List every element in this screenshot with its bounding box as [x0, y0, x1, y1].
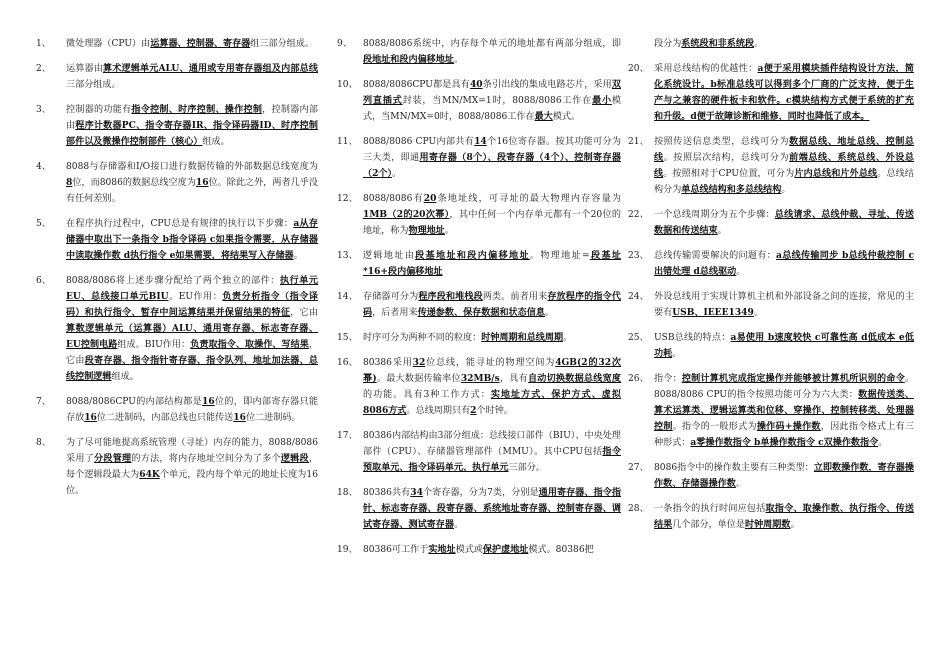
text-run: 运算器由 [66, 64, 103, 74]
text-run: 8088/8086将上述步骤分配给了两个独立的部件： [66, 276, 280, 286]
item-number: 7、 [36, 397, 51, 407]
text-run: 逻辑地址由 [363, 251, 416, 261]
item-number: 27、 [628, 463, 649, 473]
item-number: 1、 [36, 39, 51, 49]
text-run: 。EU作用： [168, 292, 223, 302]
key-term: 段地址和段内偏移地址 [363, 54, 454, 65]
text-run: 。 [453, 520, 464, 530]
text-run: 8088/8086 CPU内部共有 [363, 137, 475, 147]
text-run: 的功能。具有3种工作方式： [363, 390, 491, 400]
item-number: 24、 [628, 292, 649, 302]
text-run: 微处理器（CPU）由 [66, 39, 151, 49]
text-run: ，具有 [499, 374, 528, 384]
text-run: 组三部分组成。 [250, 39, 314, 49]
key-term: 用寄存器（8个）、段寄存器（4个）、控制寄存器（2个） [363, 152, 621, 179]
list-item [337, 428, 621, 476]
item-text [66, 435, 318, 499]
key-term: 数据传送类、算术运算类、逻辑运算类和位移、穿操作、控制转移类、处理器控制 [654, 389, 914, 432]
list-item [36, 61, 318, 93]
text-run: 。总线结构分为 [654, 169, 914, 195]
text-run: USB总线的特点： [654, 333, 731, 343]
key-term: 保护虚地址 [482, 544, 529, 555]
text-run: 。 [753, 308, 763, 318]
text-run: 位总线，能寻址的物理空间为 [425, 358, 556, 368]
item-number: 23、 [628, 251, 649, 261]
text-run: 模式。 [552, 112, 581, 122]
text-run: 条引出线的集成电路芯片，采用 [482, 80, 612, 90]
key-term: 16 [195, 177, 209, 188]
item-number: 25、 [628, 333, 649, 343]
list-item [628, 460, 914, 492]
key-term: 1MB（2的20次幂） [363, 209, 450, 220]
key-term: 传递参数、保存数据和状态信息 [417, 307, 545, 318]
key-term: 操作码+操作数 [756, 421, 821, 432]
text-run: 。最大数据传输率位 [376, 374, 461, 384]
text-run: 几个部分，单位是 [672, 520, 745, 530]
text-run: 。 [563, 333, 573, 343]
text-run: 三部分。 [508, 463, 545, 473]
text-run: 模式或 [455, 545, 483, 555]
list-item [36, 159, 318, 207]
text-run: 时序可分为两种不同的粒度： [363, 333, 482, 343]
text-run: 封装，当MN/MX=1时，8088/8086工作在 [402, 96, 593, 106]
key-term: 取指令、取操作数、执行指令、传送结果 [654, 503, 914, 530]
text-run: 模式，当MN/MX=0时，8088/8086工作在 [363, 96, 621, 122]
text-run: 位，而8086的数据总线空度为 [72, 178, 196, 188]
item-text [66, 273, 318, 385]
text-run: 。按照相对于CPU位置，可分为 [663, 169, 795, 179]
text-run: 总线传输需要解决的问题有： [654, 251, 777, 261]
key-term: 32 [412, 357, 426, 368]
key-term: 自动切换数据总线宽度 [527, 373, 621, 384]
list-item [36, 273, 318, 385]
list-item [36, 216, 318, 264]
item-text [66, 159, 318, 207]
text-run: 个单元，段内每个单元的地址长度为16位。 [66, 470, 318, 496]
item-number: 17、 [337, 431, 358, 441]
key-term: 4GB(2的32次幂) [363, 357, 621, 384]
item-text [654, 371, 914, 451]
key-term: 34 [410, 487, 423, 498]
list-item [337, 485, 621, 533]
item-number: 4、 [36, 162, 51, 172]
key-term: a易使用 b速度较快 c可靠性高 d低成本 e低功耗 [654, 332, 914, 359]
key-term: 存放程序的指令代码 [363, 291, 621, 318]
text-run: 。 [736, 267, 746, 277]
key-term: 段基地址和段内偏移地址 [415, 250, 530, 261]
column-middle [337, 36, 621, 567]
key-term: 实地址 [428, 544, 456, 555]
key-term: 总线请求、总线仲裁、寻址、传送数据和传送结束 [654, 209, 914, 236]
text-run: 8086指令中的操作数主要有三种类型： [654, 463, 814, 473]
text-run: 。总线周期只有 [406, 406, 471, 416]
key-term: 20 [423, 193, 437, 204]
item-number: 11、 [337, 137, 358, 147]
list-item [337, 248, 621, 280]
key-term: a总线传输同步 b总线仲裁控制 c出错处理 d总线驱动 [654, 250, 914, 277]
key-term: 物理地址 [408, 225, 445, 236]
text-run: 8088/8086有 [363, 194, 424, 204]
text-run: 。 [790, 520, 800, 530]
text-run: 。指令的一般形式为 [672, 422, 757, 432]
item-text [654, 501, 914, 533]
text-run: 位的，即内部寄存器只能存放 [66, 397, 318, 423]
text-run: 8088与存储器和I/O接口进行数据传输的外部数据总线宽度为 [66, 162, 318, 172]
item-number: 5、 [36, 219, 51, 229]
item-text [66, 394, 318, 426]
item-number: 13、 [337, 251, 358, 261]
key-term: 片内总线和片外总线 [794, 168, 878, 179]
text-run: 个寄存器，分为7类，分别是 [422, 488, 539, 498]
list-item [337, 191, 621, 239]
text-run: 段分为 [654, 39, 682, 49]
list-item [337, 330, 621, 346]
text-run: 采用总线结构的优越性： [654, 64, 758, 74]
text-run: 。 [453, 55, 464, 65]
text-run: ，因此指令格式上有三种形式： [654, 422, 914, 448]
text-run: 组成。 [202, 137, 230, 147]
item-text [654, 330, 914, 362]
text-run: 。 [544, 308, 555, 318]
item-number: 26、 [628, 374, 649, 384]
item-text [363, 191, 621, 239]
text-run: 外设总线用于实现计算机主机和外部设备之间的连接，常见的主要有 [654, 292, 914, 318]
key-term: 运算器、控制器、寄存器 [150, 38, 251, 49]
column-right [628, 36, 914, 542]
key-term: 64K [139, 469, 160, 480]
item-text [654, 248, 914, 280]
item-number: 12、 [337, 194, 358, 204]
text-run: 80386内部结构由3部分组成：总线接口部件（BIU）、中央处理部件（CPU）、存储器管理部件（MMU）。其中CPU包括 [363, 431, 621, 457]
text-run: 两类。前者用来 [482, 292, 548, 302]
item-text [363, 248, 621, 280]
text-run: 个时钟。 [476, 406, 513, 416]
item-text [66, 102, 318, 150]
key-term: 负责取指令、取操作、写结果 [190, 339, 309, 350]
list-item [36, 435, 318, 499]
text-run: ，其中任何一个内存单元都有一个20位的地址，称为 [363, 210, 621, 236]
text-run: 一个总线周期分为五个步骤： [654, 210, 775, 220]
item-number: 21、 [628, 137, 649, 147]
list-item [628, 248, 914, 280]
text-run: 8088/8086CPU都是具有 [363, 80, 470, 90]
text-run: ，每个逻辑段最大为 [66, 454, 318, 480]
list-item [337, 355, 621, 419]
item-text [363, 77, 621, 125]
text-run: 8088/8086CPU的内部结构都是 [66, 397, 202, 407]
text-run: 位二进制码，内部总线也只能传送 [96, 413, 234, 423]
text-run: 一条指令的执行时间应包括 [654, 504, 766, 514]
item-text [654, 61, 914, 125]
key-term: 程序计数器PC、指令寄存器IR、指令译码器ID、时序控制部件以及微操作控制部件（核心） [66, 120, 318, 147]
item-number: 9、 [337, 39, 352, 49]
item-text [363, 428, 621, 476]
item-number: 18、 [337, 488, 358, 498]
text-run: 按照传送信息类型，总线可分为 [654, 137, 790, 147]
list-item [337, 36, 621, 68]
text-run: ，它由 [290, 308, 318, 318]
text-run: 。 [392, 169, 402, 179]
key-term: 段寄存器、指令指针寄存器、指令队列、地址加法器、总线控制逻辑 [66, 355, 318, 382]
key-term: 双列直插式 [363, 79, 621, 106]
list-item [628, 289, 914, 321]
text-run: 80386共有 [363, 488, 411, 498]
item-text [66, 61, 318, 93]
key-term: 控制计算机完成指定操作并能够被计算机所识别的命令 [681, 373, 905, 384]
item-number: 8、 [36, 438, 51, 448]
item-number: 19、 [337, 545, 358, 555]
list-item [628, 61, 914, 125]
item-number: 15、 [337, 333, 358, 343]
key-term: 最大 [534, 111, 553, 122]
text-run: 位二进制码。 [245, 413, 301, 423]
key-term: 段基址*16+段内偏移地址 [363, 250, 621, 277]
item-text [363, 485, 621, 533]
list-item [628, 371, 914, 451]
key-term: 立即数操作数，寄存器操作数、存储器操作数 [654, 462, 914, 489]
text-run: 。8088/8086 CPU的指令按照功能可分为六大类： [654, 374, 914, 400]
key-term: 负责分析指令（指令译码）和执行指令、暂存中间运算结果并保留结果的特征 [66, 291, 318, 318]
key-term: 程序段和堆栈段 [418, 291, 483, 302]
list-item [36, 36, 318, 52]
list-item [628, 501, 914, 533]
item-number: 20、 [628, 64, 649, 74]
item-text [363, 355, 621, 419]
text-run: 条地址线，可寻址的最大物理内存容量为 [436, 194, 621, 204]
item-number: 10、 [337, 80, 358, 90]
list-item [337, 289, 621, 321]
item-text [363, 542, 621, 558]
key-term: 指令预取单元、指令译码单元、执行单元 [363, 446, 621, 473]
key-term: 数据总线、地址总线、控制总线 [654, 136, 914, 163]
key-term: 逻辑段 [280, 453, 309, 464]
text-run: 。 [293, 251, 303, 261]
key-term: 16 [202, 396, 215, 407]
text-run: ，控制器内部由 [66, 105, 318, 131]
list-item [628, 330, 914, 362]
key-term: 指令控制、时序控制、操作控制 [131, 104, 263, 115]
key-term: USB、IEEE1349 [672, 307, 754, 318]
item-text [363, 36, 621, 68]
key-term: 通用寄存器、指令指针、标志寄存器、段寄存器、系统地址寄存器、控制寄存器、调试寄存器、测试寄存器 [363, 487, 621, 530]
text-run: 组成。 [111, 372, 139, 382]
list-item [337, 542, 621, 558]
text-run: 存储器可分为 [363, 292, 419, 302]
key-term: 16 [233, 412, 246, 423]
text-run: ，后者用来 [372, 308, 418, 318]
text-run: 指令： [654, 374, 682, 384]
text-run: 的方法，将内存地址空间分为了多个 [131, 454, 281, 464]
item-text [363, 330, 621, 346]
text-run: 三部分组成。 [66, 80, 121, 90]
text-run: 。 [444, 226, 454, 236]
list-item [337, 134, 621, 182]
item-number: 28、 [628, 504, 649, 514]
key-term: 2 [470, 405, 477, 416]
text-run: 组成。BIU作用： [117, 340, 191, 350]
text-run: 。 [781, 185, 791, 195]
item-number: 3、 [36, 105, 51, 115]
key-term: a便于采用模块插件结构设计方法，简化系统设计。b标准总线可以得到多个厂商的广泛支持，便于生产与之兼容的硬件板卡和软件。c模块结构方式便于系统的扩充和升级。d便于故障诊断和维修，同时也降低了成本。 [654, 63, 914, 122]
item-number: 16、 [337, 358, 358, 368]
item-number: 6、 [36, 276, 51, 286]
key-term: 40 [469, 79, 483, 90]
text-run: 个16位寄存器。按其功能可分为三大类，即通 [363, 137, 621, 163]
list-item [628, 134, 914, 198]
key-term: a从存储器中取出下一条指令 b指令译码 c如果指令需要，从存储器中读取操作数 d执行指令 e如果需要，将结果写入存储器 [66, 218, 318, 261]
item-text [66, 216, 318, 264]
item-number: 2、 [36, 64, 51, 74]
column-left [36, 36, 318, 508]
key-term: 16 [84, 412, 97, 423]
text-run: 模式。80386把 [528, 545, 594, 555]
key-term: 执行单元EU、总线接口单元BIU [66, 275, 318, 302]
text-run: 在程序执行过程中，CPU总是有规律的执行以下步骤： [66, 219, 294, 229]
key-term: a零操作数指令 b单操作数指令 c双操作数指令 [690, 437, 879, 448]
item-number: 14、 [337, 292, 358, 302]
text-run: 。 [878, 438, 888, 448]
continued-text [628, 36, 914, 52]
text-run: ，它由 [66, 340, 318, 366]
text-run: 。 [735, 479, 745, 489]
key-term: 时钟周期数 [744, 519, 791, 530]
item-text [654, 289, 914, 321]
text-run: 控制器的功能有 [66, 105, 132, 115]
text-run: 。 [672, 349, 682, 359]
item-text [363, 289, 621, 321]
key-term: 算数逻辑单元（运算器）ALU、通用寄存器、标志寄存器、EU控制电路 [66, 323, 318, 350]
item-text [363, 134, 621, 182]
list-item [337, 77, 621, 125]
text-run: 80386可工作于 [363, 545, 429, 555]
text-run: 为了尽可能地提高系统管理（寻址）内存的能力，8088/8086采用了 [66, 438, 318, 464]
list-item [36, 102, 318, 150]
text-run: 80386采用 [363, 358, 413, 368]
key-term: 14 [474, 136, 487, 147]
text-run: 。物理地址= [529, 251, 590, 261]
text-run: 。 [754, 39, 764, 49]
key-term: 系统段和非系统段 [681, 38, 755, 49]
item-number: 22、 [628, 210, 649, 220]
text-run: 位。除此之外，两者几乎没有任何差别。 [66, 178, 318, 204]
text-run: 8088/8086系统中，内存每个单元的地址都有两部分组成，即 [363, 39, 621, 49]
key-term: 8 [66, 177, 73, 188]
key-term: 32MB/s [460, 373, 500, 384]
key-term: 前端总线、系统总线、外设总线 [654, 152, 914, 179]
key-term: 最小 [592, 95, 612, 106]
key-term: 单总线结构和多总线结构 [681, 184, 782, 195]
text-run: 。按照层次结构，总线可分为 [663, 153, 790, 163]
key-term: 算术逻辑单元ALU、通用或专用寄存器组及内部总线 [102, 63, 318, 74]
key-term: 实地址方式、保护方式、虚拟8086方式 [363, 389, 621, 416]
item-text [654, 207, 914, 239]
list-item [628, 207, 914, 239]
key-term: 时钟周期和总线周期 [481, 332, 564, 343]
item-text [654, 134, 914, 198]
text-run: 。 [717, 226, 727, 236]
item-text [654, 460, 914, 492]
key-term: 分段管理 [94, 453, 132, 464]
list-item [36, 394, 318, 426]
item-text [66, 36, 318, 52]
